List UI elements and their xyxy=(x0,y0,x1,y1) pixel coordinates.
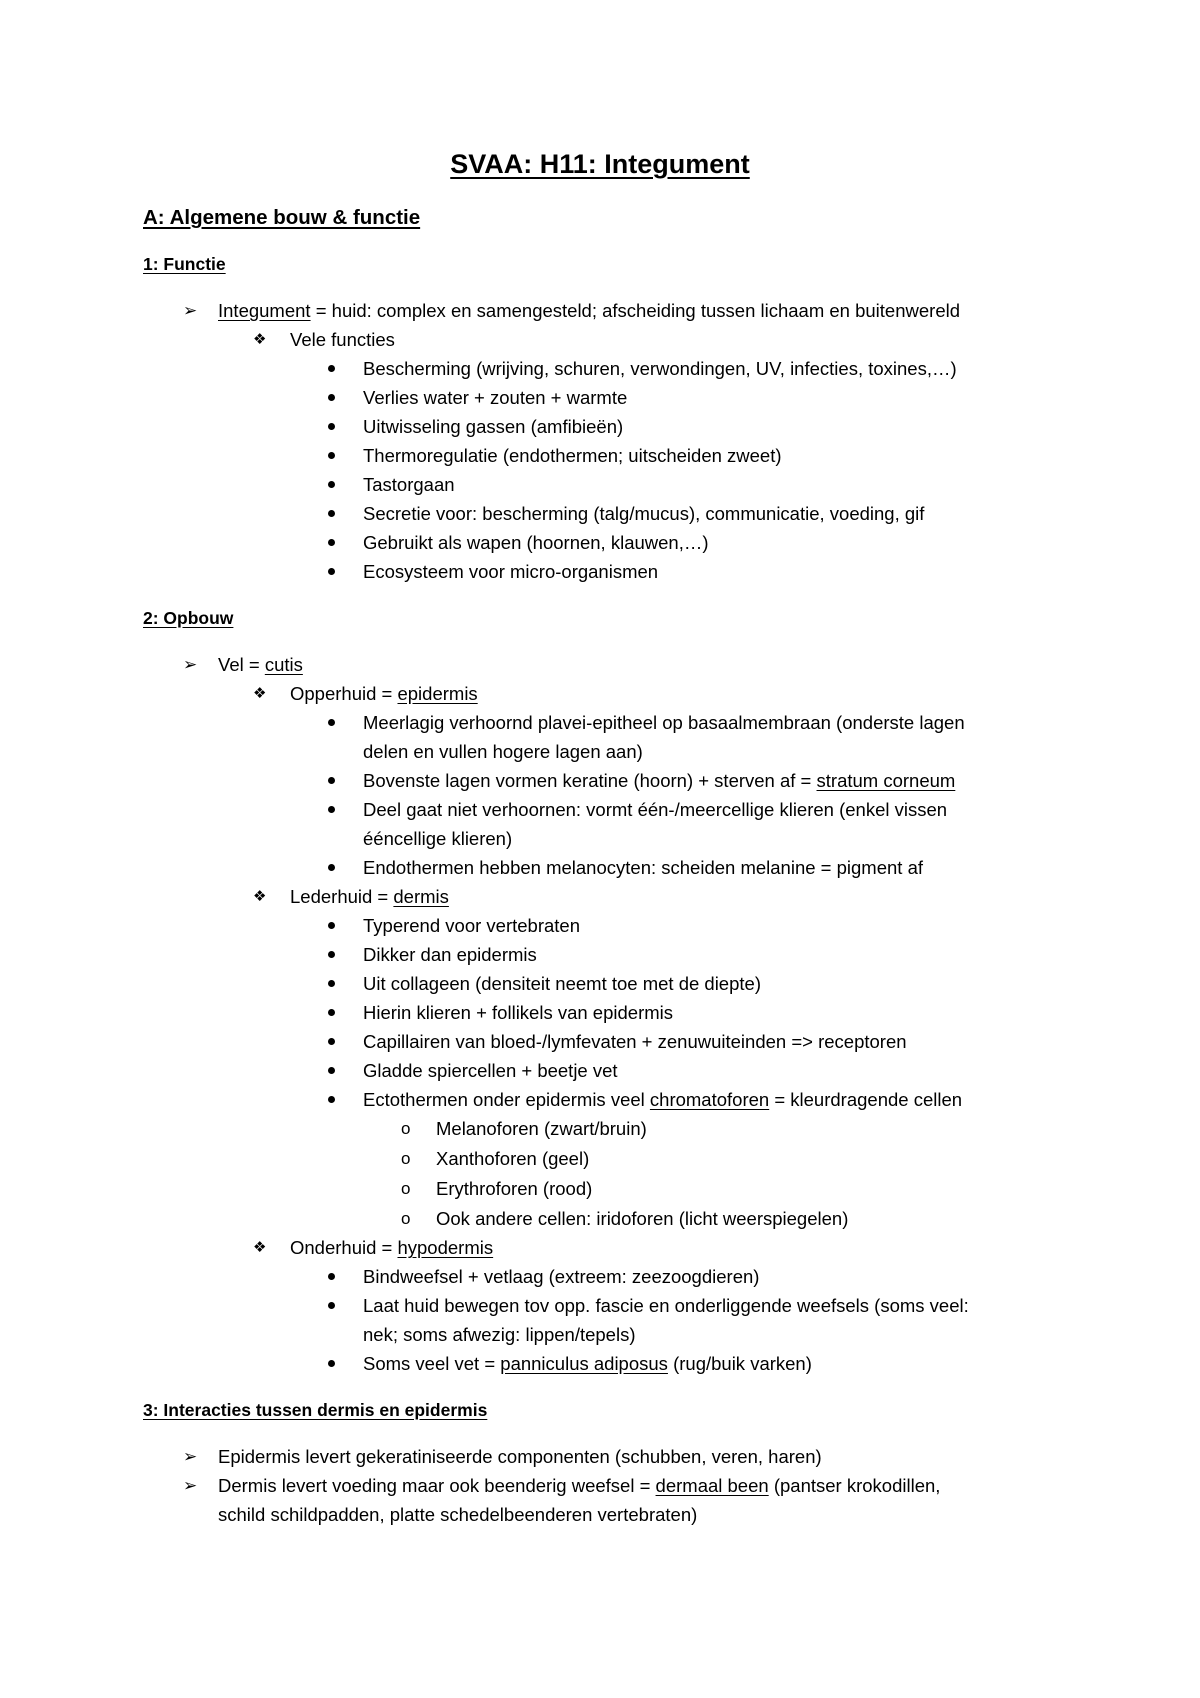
dot-bullet-icon xyxy=(328,1273,335,1280)
list-item: o Melanoforen (zwart/bruin) xyxy=(436,1114,647,1143)
dot-bullet-icon xyxy=(328,1038,335,1045)
circle-bullet-icon: o xyxy=(401,1149,411,1168)
dot-bullet-icon xyxy=(328,423,335,430)
list-item: ❖ Lederhuid = dermis xyxy=(290,882,449,911)
list-item: Laat huid bewegen tov opp. fascie en onderliggende weefsels (soms veel: xyxy=(363,1291,969,1320)
list-item: Thermoregulatie (endothermen; uitscheiden zweet) xyxy=(363,441,782,470)
list-item: Bescherming (wrijving, schuren, verwondingen, UV, infecties, toxines,…) xyxy=(363,354,957,383)
list-item: Bovenste lagen vormen keratine (hoorn) + sterven af = stratum corneum xyxy=(363,766,955,795)
dot-bullet-icon xyxy=(328,481,335,488)
dot-bullet-icon xyxy=(328,951,335,958)
dot-bullet-icon xyxy=(328,510,335,517)
arrow-bullet-icon: ➢ xyxy=(183,1447,198,1466)
arrow-bullet-icon: ➢ xyxy=(183,1476,198,1495)
dot-bullet-icon xyxy=(328,1067,335,1074)
dot-bullet-icon xyxy=(328,1302,335,1309)
list-item: o Xanthoforen (geel) xyxy=(436,1144,589,1173)
circle-bullet-icon: o xyxy=(401,1119,411,1138)
list-item: Gebruikt als wapen (hoornen, klauwen,…) xyxy=(363,528,709,557)
list-item-continuation: delen en vullen hogere lagen aan) xyxy=(363,741,643,762)
list-item: ❖ Vele functies xyxy=(290,325,395,354)
page-title: SVAA: H11: Integument xyxy=(450,149,750,179)
list-item: Uitwisseling gassen (amfibieën) xyxy=(363,412,623,441)
diamond-bullet-icon: ❖ xyxy=(253,1239,267,1256)
dot-bullet-icon xyxy=(328,1009,335,1016)
dot-bullet-icon xyxy=(328,777,335,784)
diamond-bullet-icon: ❖ xyxy=(253,685,267,702)
dot-bullet-icon xyxy=(328,1360,335,1367)
list-item: ➢ Integument = huid: complex en samengesteld; afscheiding tussen lichaam en buitenwereld xyxy=(218,296,960,325)
list-item: ❖ Opperhuid = epidermis xyxy=(290,679,478,708)
list-item: Meerlagig verhoornd plavei-epitheel op basaalmembraan (onderste lagen xyxy=(363,708,965,737)
list-item: Endothermen hebben melanocyten: scheiden melanine = pigment af xyxy=(363,853,923,882)
dot-bullet-icon xyxy=(328,806,335,813)
list-item: Verlies water + zouten + warmte xyxy=(363,383,627,412)
list-item: ➢ Dermis levert voeding maar ook beenderig weefsel = dermaal been (pantser krokodillen, xyxy=(218,1471,940,1500)
dot-bullet-icon xyxy=(328,980,335,987)
diamond-bullet-icon: ❖ xyxy=(253,331,267,348)
list-item-continuation: schild schildpadden, platte schedelbeenderen vertebraten) xyxy=(218,1504,698,1525)
list-item: Deel gaat niet verhoornen: vormt één-/meercellige klieren (enkel vissen xyxy=(363,795,947,824)
dot-bullet-icon xyxy=(328,365,335,372)
list-item: Dikker dan epidermis xyxy=(363,940,537,969)
list-item: o Erythroforen (rood) xyxy=(436,1174,592,1203)
dot-bullet-icon xyxy=(328,1096,335,1103)
list-item: Soms veel vet = panniculus adiposus (rug/buik varken) xyxy=(363,1349,812,1378)
circle-bullet-icon: o xyxy=(401,1179,411,1198)
list-item: Hierin klieren + follikels van epidermis xyxy=(363,998,673,1027)
list-item: Typerend voor vertebraten xyxy=(363,911,580,940)
dot-bullet-icon xyxy=(328,394,335,401)
list-item: Capillairen van bloed-/lymfevaten + zenuwuiteinden => receptoren xyxy=(363,1027,907,1056)
list-item: ➢ Epidermis levert gekeratiniseerde componenten (schubben, veren, haren) xyxy=(218,1442,822,1471)
list-item: Tastorgaan xyxy=(363,470,455,499)
circle-bullet-icon: o xyxy=(401,1209,411,1228)
list-item: o Ook andere cellen: iridoforen (licht weerspiegelen) xyxy=(436,1204,848,1233)
subheading-functie: 1: Functie xyxy=(143,254,226,274)
list-item-continuation: ééncellige klieren) xyxy=(363,828,513,849)
dot-bullet-icon xyxy=(328,539,335,546)
list-item: Secretie voor: bescherming (talg/mucus), communicatie, voeding, gif xyxy=(363,499,924,528)
arrow-bullet-icon: ➢ xyxy=(183,301,198,320)
dot-bullet-icon xyxy=(328,568,335,575)
dot-bullet-icon xyxy=(328,864,335,871)
list-item: Ecosysteem voor micro-organismen xyxy=(363,557,658,586)
subheading-opbouw: 2: Opbouw xyxy=(143,608,234,628)
dot-bullet-icon xyxy=(328,452,335,459)
arrow-bullet-icon: ➢ xyxy=(183,655,198,674)
list-item: Gladde spiercellen + beetje vet xyxy=(363,1056,618,1085)
list-item: ❖ Onderhuid = hypodermis xyxy=(290,1233,493,1262)
subheading-interacties: 3: Interacties tussen dermis en epidermis xyxy=(143,1400,488,1420)
section-heading-a: A: Algemene bouw & functie xyxy=(143,206,421,229)
list-item: Uit collageen (densiteit neemt toe met de diepte) xyxy=(363,969,761,998)
list-item: Bindweefsel + vetlaag (extreem: zeezoogdieren) xyxy=(363,1262,759,1291)
list-item-continuation: nek; soms afwezig: lippen/tepels) xyxy=(363,1324,636,1345)
list-item: Ectothermen onder epidermis veel chromatoforen = kleurdragende cellen xyxy=(363,1085,962,1114)
diamond-bullet-icon: ❖ xyxy=(253,888,267,905)
list-item: ➢ Vel = cutis xyxy=(218,650,303,679)
dot-bullet-icon xyxy=(328,719,335,726)
dot-bullet-icon xyxy=(328,922,335,929)
